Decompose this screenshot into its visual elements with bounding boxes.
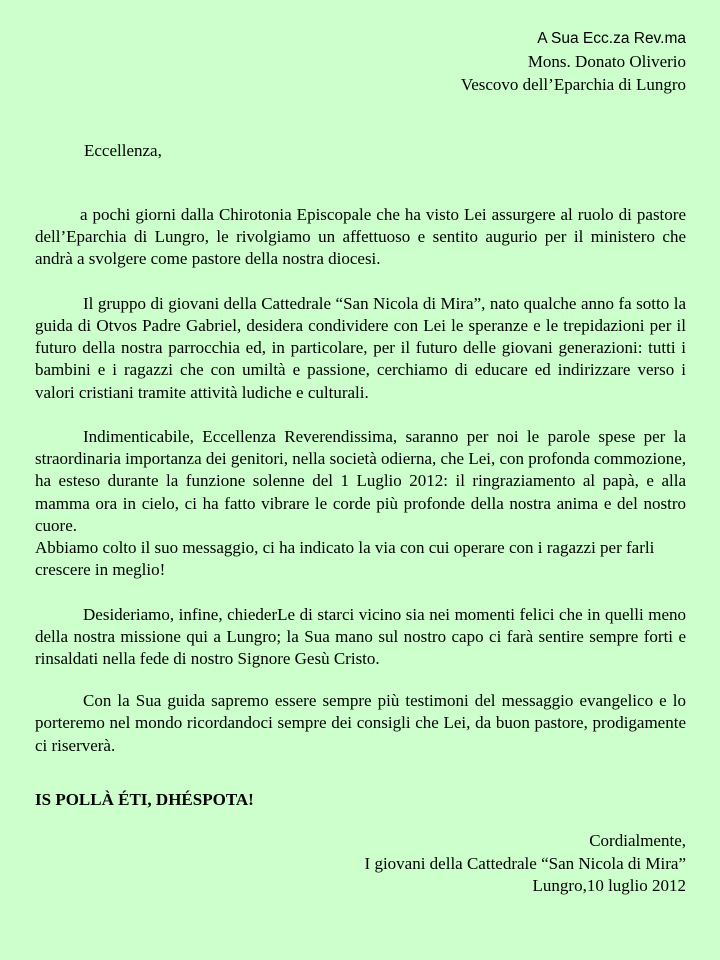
addressee-title: A Sua Ecc.za Rev.ma (537, 30, 686, 47)
paragraph-greeting: a pochi giorni dalla Chirotonia Episcopale che ha visto Lei assurgere al ruolo di pastore dell’Eparchia di Lungro, le rivolgiamo un affettuoso e sentito augurio per il ministero che andrà a svolgere come pastore della nostra diocesi. (35, 205, 686, 269)
letter-body (35, 204, 686, 757)
addressee-role: Vescovo dell’Eparchia di Lungro (460, 75, 686, 94)
paragraph-request: Desideriamo, infine, chiederLe di starci vicino sia nei momenti felici che in quelli meno della nostra missione qui a Lungro; la Sua mano sul nostro capo ci farà sentire sempre forti e rinsaldati nella fede di nostro Signore Gesù Cristo. (35, 604, 686, 669)
paragraph-youth-group: Il gruppo di giovani della Cattedrale “San Nicola di Mira”, nato qualche anno fa sotto la guida di Otvos Padre Gabriel, desidera condividere con Lei le speranze e le trepidazioni per il futuro della nostra parrocchia ed, in particolare, per il futuro delle giovani generazioni: tutti i bambini e i ragazzi che con umiltà e passione, cerchiamo di educare ed indirizzare verso i valori cristiani tramite attività ludiche e culturali. (35, 293, 686, 402)
motto: IS POLLÀ ÉTI, DHÉSPOTA! (35, 790, 254, 809)
paragraph-message: Abbiamo colto il suo messaggio, ci ha indicato la via con cui operare con i ragazzi per farli crescere in meglio! (35, 538, 655, 580)
salutation: Eccellenza, (84, 141, 162, 160)
closing-word: Cordialmente, (589, 831, 686, 850)
paragraph-remembrance: Indimenticabile, Eccellenza Reverendissima, saranno per noi le parole spese per la straordinaria importanza dei genitori, nella società odierna, che Lei, con profonda commozione, ha esteso durante la funzione solenne del 1 Luglio 2012: il ringraziamento al papà, e alla mamma ora in cielo, ci ha fatto vibrare le corde più profonde della nostra anima e del nostro cuore. (35, 427, 686, 535)
sender-name: I giovani della Cattedrale “San Nicola di Mira” (364, 853, 686, 873)
place-date: Lungro,10 luglio 2012 (532, 876, 686, 895)
addressee-name: Mons. Donato Oliverio (527, 52, 686, 71)
paragraph-commitment: Con la Sua guida sapremo essere sempre più testimoni del messaggio evangelico e lo porteremo nel mondo ricordandoci sempre dei consigli che Lei, da buon pastore, prodigamente ci riserverà. (35, 691, 686, 755)
signature-block (365, 830, 686, 898)
addressee-block (461, 27, 686, 96)
